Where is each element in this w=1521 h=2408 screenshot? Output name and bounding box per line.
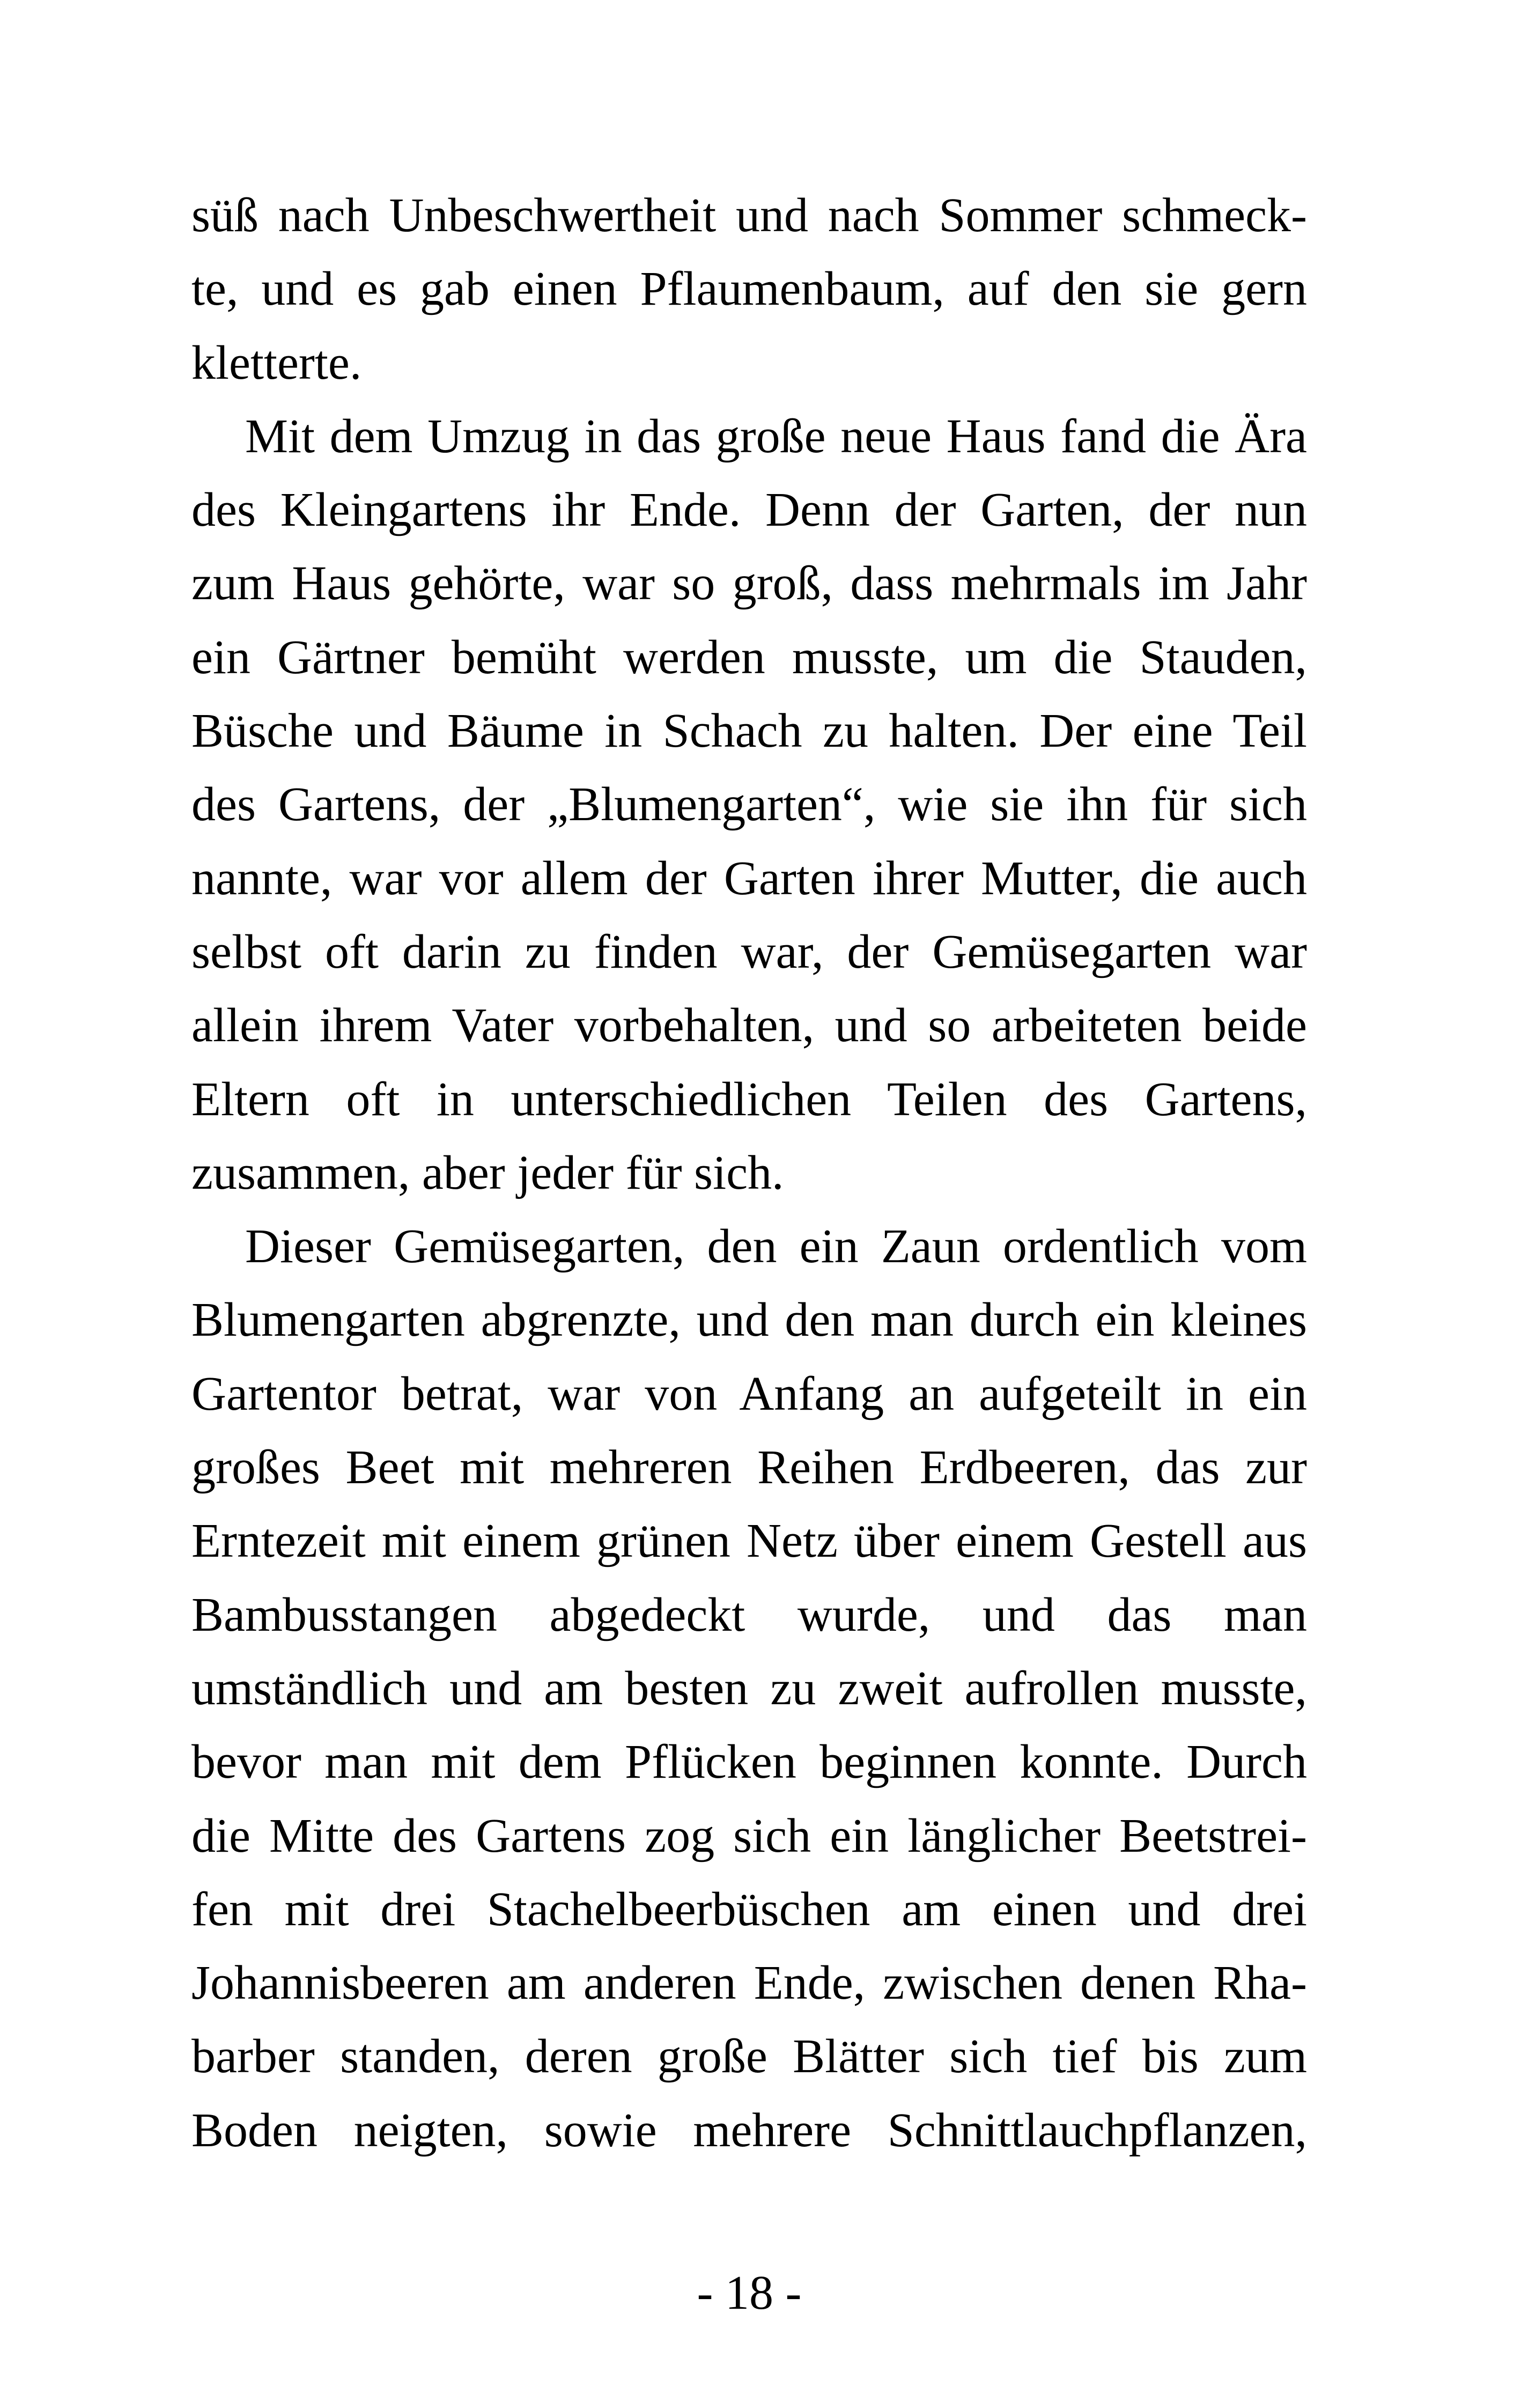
text-line: allein ihrem Vater vorbehalten, und so arbeiteten beide bbox=[191, 999, 1307, 1052]
text-line: ein Gärtner bemüht werden musste, um die Stauden, bbox=[191, 630, 1307, 684]
text-line: Mit dem Umzug in das große neue Haus fand die Ära bbox=[245, 409, 1307, 463]
text-line: bevor man mit dem Pflücken beginnen konnte. Durch bbox=[191, 1735, 1307, 1789]
text-line: des Gartens, der „Blumengarten“, wie sie ihn für sich bbox=[191, 778, 1307, 831]
text-line: Blumengarten abgrenzte, und den man durch ein kleines bbox=[191, 1293, 1307, 1347]
text-line: Bambusstangen abgedeckt wurde, und das man bbox=[191, 1588, 1307, 1641]
text-line: Erntezeit mit einem grünen Netz über einem Gestell aus bbox=[191, 1514, 1307, 1568]
text-line: süß nach Unbeschwertheit und nach Sommer schmeck- bbox=[191, 189, 1307, 242]
text-line: te, und es gab einen Pflaumenbaum, auf den sie gern bbox=[191, 262, 1307, 316]
page-number: - 18 - bbox=[697, 2266, 802, 2319]
text-line: umständlich und am besten zu zweit aufrollen musste, bbox=[191, 1661, 1307, 1715]
text-line: zum Haus gehörte, war so groß, dass mehrmals im Jahr bbox=[191, 557, 1307, 610]
text-line: Johannisbeeren am anderen Ende, zwischen denen Rha- bbox=[191, 1956, 1307, 2010]
text-line: zusammen, aber jeder für sich. bbox=[191, 1146, 784, 1199]
text-line: Gartentor betrat, war von Anfang an aufgeteilt in ein bbox=[191, 1367, 1307, 1420]
text-line: Boden neigten, sowie mehrere Schnittlauchpflanzen, bbox=[191, 2103, 1307, 2157]
text-line: die Mitte des Gartens zog sich ein länglicher Beetstrei- bbox=[191, 1809, 1307, 1862]
text-line: selbst oft darin zu finden war, der Gemüsegarten war bbox=[191, 925, 1307, 978]
text-line: des Kleingartens ihr Ende. Denn der Garten, der nun bbox=[191, 483, 1307, 537]
text-line: Dieser Gemüsegarten, den ein Zaun ordentlich vom bbox=[245, 1220, 1307, 1273]
text-line: barber standen, deren große Blätter sich tief bis zum bbox=[191, 2030, 1307, 2083]
text-line: nannte, war vor allem der Garten ihrer Mutter, die auch bbox=[191, 851, 1307, 905]
text-line: Eltern oft in unterschiedlichen Teilen des Gartens, bbox=[191, 1072, 1307, 1126]
text-line: fen mit drei Stachelbeerbüschen am einen und drei bbox=[191, 1882, 1307, 1936]
text-line: Büsche und Bäume in Schach zu halten. Der eine Teil bbox=[191, 704, 1307, 758]
text-block bbox=[191, 179, 1307, 2167]
text-line: großes Beet mit mehreren Reihen Erdbeeren, das zur bbox=[191, 1441, 1307, 1494]
text-line: kletterte. bbox=[191, 336, 362, 389]
